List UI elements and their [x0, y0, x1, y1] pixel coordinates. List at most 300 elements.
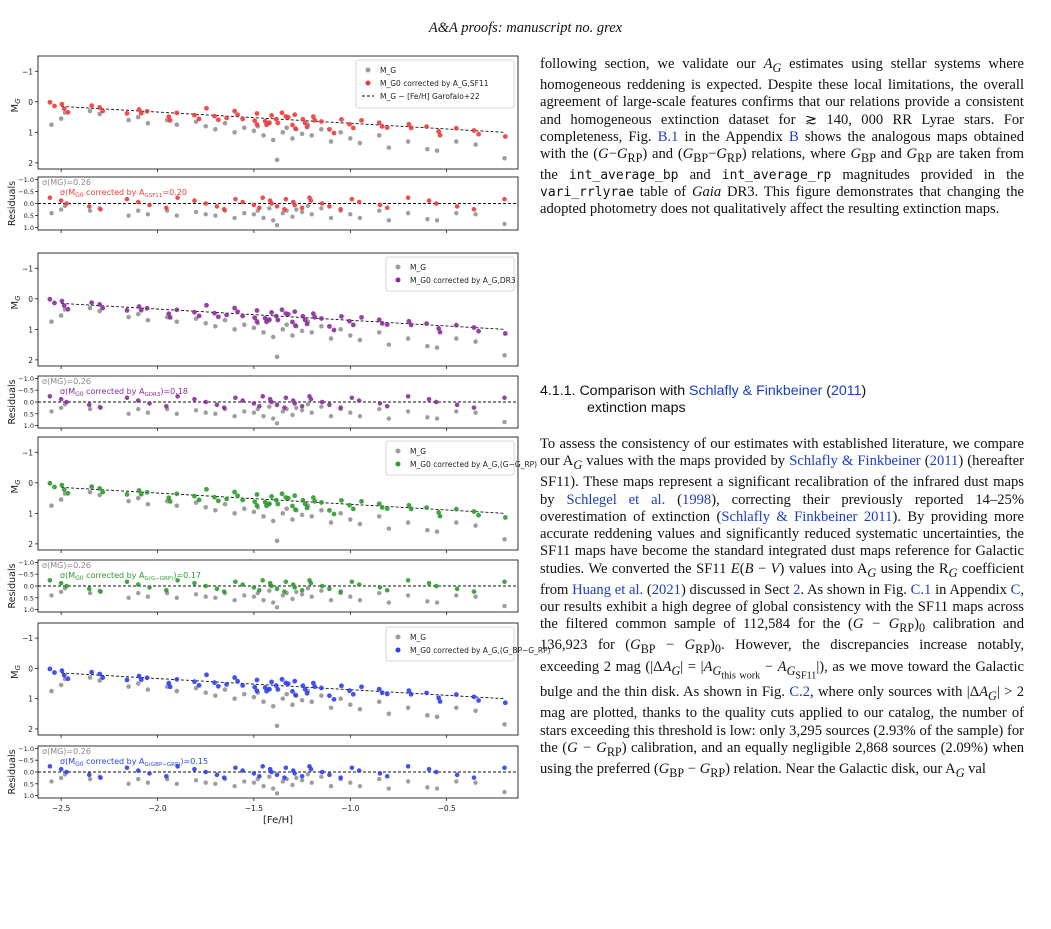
res-ytick-label: −1.0 — [18, 558, 34, 567]
gray-point — [275, 158, 280, 163]
res-ylabel: Residuals — [7, 563, 18, 609]
red-point — [292, 112, 297, 117]
res-purple-point — [59, 397, 64, 402]
res-purple-point — [385, 404, 390, 409]
res-red-point — [300, 206, 305, 211]
res-red-point — [350, 197, 355, 202]
res-blue-point — [147, 771, 152, 776]
legend-label: M_G0 corrected by A_G,DR3 — [410, 276, 516, 285]
blue-point — [385, 692, 390, 697]
red-point — [409, 126, 414, 131]
res-gray-point — [146, 212, 150, 216]
res-blue-point — [338, 775, 343, 780]
res-ytick-label: 0.0 — [23, 582, 34, 591]
gray-point — [300, 513, 305, 518]
green-point — [275, 502, 280, 507]
gray-point — [358, 338, 363, 343]
green-point — [267, 501, 272, 506]
sigma-gray-label: σ(MG)=0.26 — [42, 561, 91, 570]
res-gray-point — [310, 780, 314, 784]
res-red-point — [378, 203, 383, 208]
res-gray-point — [194, 408, 198, 412]
link-appendix-c[interactable]: C — [1010, 581, 1021, 598]
purple-point — [339, 314, 344, 319]
res-ylabel: Residuals — [7, 379, 18, 425]
link-schlafly-2011[interactable]: Schlafly & Finkbeiner 2011 — [721, 508, 893, 525]
blue-point — [275, 687, 280, 692]
red-point — [359, 118, 364, 123]
res-red-point — [292, 203, 297, 208]
purple-point — [327, 324, 332, 329]
mg-ytick-label: 0 — [28, 664, 33, 674]
gray-point — [136, 312, 141, 317]
purple-point — [235, 309, 240, 314]
gray-point — [261, 514, 266, 519]
res-blue-point — [48, 764, 53, 769]
gray-point — [406, 705, 411, 710]
gray-point — [223, 687, 228, 692]
red-point — [62, 106, 67, 111]
purple-point — [216, 314, 221, 319]
res-gray-point — [252, 212, 256, 216]
link-fig-c1[interactable]: C.1 — [910, 581, 932, 598]
res-gray-point — [126, 412, 130, 416]
purple-point — [293, 323, 298, 328]
purple-point — [332, 328, 337, 333]
res-gray-point — [261, 216, 265, 220]
link-fig-c2[interactable]: C.2 — [789, 684, 810, 701]
purple-point — [454, 323, 459, 328]
code-vari-rrlyrae: vari_rrlyrae — [540, 185, 634, 201]
gray-point — [59, 497, 64, 502]
res-green-point — [203, 584, 208, 589]
gray-point — [126, 118, 131, 123]
green-point — [380, 505, 385, 510]
link-huang-year[interactable]: 2021 — [651, 581, 681, 598]
link-appendix-b[interactable]: B — [788, 128, 799, 145]
res-green-point — [284, 579, 289, 584]
gray-point — [473, 142, 478, 147]
res-gray-point — [204, 780, 208, 784]
gray-point — [319, 127, 324, 132]
gray-point — [281, 511, 286, 516]
link-schlegel-year[interactable]: 1998 — [682, 491, 712, 508]
res-red-point — [455, 204, 460, 209]
blue-point — [319, 685, 324, 690]
res-blue-point — [164, 774, 169, 779]
gray-point — [473, 523, 478, 528]
link-schlafly-year[interactable]: 2011 — [929, 453, 959, 470]
gray-point — [232, 696, 237, 701]
res-ytick-label: −0.5 — [18, 756, 34, 765]
res-purple-point — [87, 403, 92, 408]
res-red-point — [338, 207, 343, 212]
red-point — [332, 131, 337, 136]
gray-point — [261, 330, 266, 335]
purple-point — [204, 303, 209, 308]
res-gray-point — [358, 784, 362, 788]
res-gray-point — [275, 421, 279, 425]
link-sf11-year-heading[interactable]: 2011 — [830, 383, 862, 399]
blue-point — [100, 675, 105, 680]
res-purple-point — [64, 400, 69, 405]
link-sect-2[interactable]: 2 — [793, 581, 801, 598]
res-purple-point — [309, 397, 314, 402]
red-point — [52, 104, 57, 109]
gray-point — [252, 326, 257, 331]
res-purple-point — [282, 405, 287, 410]
res-gray-point — [242, 779, 246, 783]
mg-ylabel: $M_G$ — [10, 98, 22, 113]
res-gray-point — [454, 409, 458, 413]
res-red-point — [125, 197, 130, 202]
gray-point — [290, 333, 295, 338]
gray-point — [406, 520, 411, 525]
res-ytick-label: −0.5 — [18, 570, 34, 579]
res-gray-point — [59, 406, 63, 410]
res-gray-point — [454, 211, 458, 215]
res-ytick-label: 0.5 — [23, 780, 34, 789]
res-gray-point — [194, 778, 198, 782]
res-gray-point — [290, 215, 294, 219]
green-point — [192, 494, 197, 499]
gray-point — [242, 125, 247, 130]
green-point — [255, 492, 260, 497]
legend-label: M_G — [410, 263, 427, 272]
blue-point — [212, 680, 217, 685]
gray-point — [271, 519, 276, 524]
sigma-gray-label: σ(MG)=0.26 — [42, 178, 91, 187]
gray-point — [309, 330, 314, 335]
mg-ytick-label: −1 — [21, 634, 33, 644]
res-purple-point — [338, 405, 343, 410]
green-point — [197, 497, 202, 502]
purple-point — [255, 308, 260, 313]
res-green-point — [309, 581, 314, 586]
red-point — [293, 126, 298, 131]
res-red-point — [385, 206, 390, 211]
res-green-point — [192, 581, 197, 586]
res-gray-point — [213, 412, 217, 416]
gray-point — [49, 503, 54, 508]
res-green-point — [48, 578, 53, 583]
res-blue-point — [233, 765, 238, 770]
purple-point — [269, 310, 274, 315]
gray-point — [232, 327, 237, 332]
res-purple-point — [300, 404, 305, 409]
purple-point — [503, 331, 508, 336]
gray-point — [406, 139, 411, 144]
res-gray-point — [387, 600, 391, 604]
green-point — [319, 500, 324, 505]
mg-ytick-label: 2 — [28, 158, 33, 168]
res-blue-point — [260, 764, 265, 769]
gray-point — [377, 514, 382, 519]
res-ytick-label: 0.0 — [23, 768, 34, 777]
res-gray-point — [502, 222, 506, 226]
mg-ylabel: $M_G$ — [10, 479, 22, 494]
xlabel: [Fe/H] — [262, 815, 294, 826]
res-gray-point — [406, 409, 410, 413]
link-fig-b1[interactable]: B.1 — [657, 128, 679, 145]
purple-point — [60, 299, 65, 304]
res-green-point — [64, 584, 69, 589]
mg-ytick-label: 0 — [28, 97, 33, 107]
gray-point — [213, 693, 218, 698]
gray-point — [252, 129, 257, 134]
gray-point — [338, 327, 343, 332]
res-green-point — [472, 589, 477, 594]
res-ylabel: Residuals — [7, 749, 18, 795]
blue-point — [47, 667, 52, 672]
res-blue-point — [406, 764, 411, 769]
res-red-point — [320, 201, 325, 206]
column-right-bottom — [540, 436, 1024, 782]
green-point — [409, 507, 414, 512]
purple-point — [438, 330, 443, 335]
legend-marker — [396, 278, 401, 283]
green-point — [347, 503, 352, 508]
gray-point — [126, 315, 131, 320]
red-point — [327, 127, 332, 132]
res-red-point — [192, 198, 197, 203]
blue-point — [66, 676, 71, 681]
sigma-gray-label: σ(MG)=0.26 — [42, 377, 91, 386]
blue-point — [197, 683, 202, 688]
gray-point — [213, 127, 218, 132]
res-ytick-label: −0.5 — [18, 386, 34, 395]
res-gray-point — [49, 409, 53, 413]
res-blue-point — [269, 770, 274, 775]
xtick-label: −2.5 — [52, 804, 71, 813]
res-green-point — [87, 587, 92, 592]
res-red-point — [48, 195, 53, 200]
res-purple-point — [48, 394, 53, 399]
red-point — [438, 133, 443, 138]
res-green-point — [406, 578, 411, 583]
green-point — [359, 499, 364, 504]
res-gray-point — [126, 596, 130, 600]
res-gray-point — [88, 407, 92, 411]
res-blue-point — [350, 765, 355, 770]
gray-point — [252, 695, 257, 700]
res-gray-point — [358, 598, 362, 602]
res-purple-point — [125, 395, 130, 400]
res-gray-point — [271, 218, 275, 222]
gray-point — [454, 336, 459, 341]
gray-point — [146, 318, 151, 323]
res-purple-point — [275, 403, 280, 408]
legend-marker — [396, 635, 401, 640]
res-ytick-label: 1.0 — [23, 422, 34, 431]
gray-point — [358, 141, 363, 146]
res-red-point — [357, 200, 362, 205]
res-red-point — [240, 200, 245, 205]
res-gray-point — [59, 207, 63, 211]
blue-point — [224, 682, 229, 687]
gray-point — [329, 139, 334, 144]
sigma-color-label: $\sigma(M_{G0}$ corrected by $A_{G(G-GRP)})=0.17$ — [60, 571, 201, 582]
gray-point — [203, 505, 208, 510]
res-gray-point — [348, 594, 352, 598]
res-gray-point — [294, 776, 298, 780]
res-green-point — [125, 579, 130, 584]
green-point — [312, 499, 317, 504]
res-purple-point — [269, 400, 274, 405]
res-ytick-label: 1.0 — [23, 792, 34, 801]
res-blue-point — [59, 767, 64, 772]
legend-label: M_G — [410, 447, 427, 456]
gray-point — [223, 121, 228, 126]
res-blue-point — [136, 768, 141, 773]
legend-label: M_G0 corrected by A_G,(G_BP−G_RP) — [410, 646, 551, 655]
res-gray-point — [387, 218, 391, 222]
gray-point — [174, 319, 179, 324]
red-point — [280, 110, 285, 115]
res-green-point — [240, 582, 245, 587]
red-point — [424, 124, 429, 129]
blue-point — [503, 700, 508, 705]
gray-point — [281, 327, 286, 332]
res-gray-point — [425, 599, 429, 603]
green-point — [255, 503, 260, 508]
gray-point — [174, 122, 179, 127]
res-gray-point — [126, 782, 130, 786]
gray-point — [387, 712, 392, 717]
purple-point — [305, 322, 310, 327]
gray-point — [435, 148, 440, 153]
gray-point — [146, 687, 151, 692]
gray-point — [126, 499, 131, 504]
paragraph-sf11-comparison: To assess the consistency of our estimates with established literature, we compare our $A_G$ values with the maps provided by Schlafly & Finkbeiner (2011) (hereafter SF11). These maps represent a significant recalibration of the infrared dust maps by Schlegel et al. (1998), correcting their previously reported 14–25% overestimation of extinction (Schlafly & Finkbeiner 2011). By providing more accurate reddening values and significantly reduced systematic uncertainties, the SF11 maps have become the standard integrated dust maps reference for Galactic studies. We converted the SF11 E(B − V) values into $A_G$ using the $R_G$ coefficient from Huang et al. (2021) discussed in Sect 2. As shown in Fig. C.1 in Appendix C, our results exhibit a high degree of global consistency with the SF11 maps across the filtered common sample of 112,584 for the $(G - G_{RP})_0$ calibration and 136,923 for $(G_{BP} - G_{RP})_0$. However, the discrepancies increase notably, exceeding 2 mag $(|\Delta A_G| = |A_{G_{this work}} - A_{G_{SF11}}|)$, as we move toward the Galactic bulge and the thin disk. As shown in Fig. C.2, where only sources with $|\Delta A_G| > 2$ mag are plotted, thanks to the quality cuts applied to our catalog, the number of stars exceeding this threshold is low: only 3,295 sources (2.93% of the sample) for the $(G - G_{RP})$ calibration, and an equally negligible 2,868 sources (2.09%) when using the preferred $(G_{BP} - G_{RP})$ relation. Near the Galactic disk, our $A_G$ val — [540, 436, 1025, 780]
res-gray-point — [146, 594, 150, 598]
gray-point — [290, 702, 295, 707]
res-gray-point — [271, 786, 275, 790]
red-point — [347, 122, 352, 127]
red-point — [476, 132, 481, 137]
res-red-point — [327, 204, 332, 209]
res-gray-point — [275, 791, 279, 795]
gray-point — [502, 722, 507, 727]
res-gray-point — [306, 204, 310, 208]
gray-point — [232, 511, 237, 516]
res-gray-point — [310, 212, 314, 216]
res-green-point — [269, 584, 274, 589]
res-gray-point — [136, 777, 140, 781]
purple-point — [168, 315, 173, 320]
res-purple-point — [222, 405, 227, 410]
blue-point — [380, 690, 385, 695]
res-gray-point — [502, 420, 506, 424]
res-red-point — [147, 203, 152, 208]
green-point — [62, 487, 67, 492]
res-blue-point — [192, 767, 197, 772]
link-sf11-heading[interactable]: Schlafly & Finkbeiner — [689, 383, 823, 399]
green-point — [216, 498, 221, 503]
res-gray-point — [377, 591, 381, 595]
legend-marker — [396, 648, 401, 653]
column-right-top — [540, 56, 1024, 219]
res-gray-point — [275, 605, 279, 609]
green-point — [454, 507, 459, 512]
gray-point — [473, 339, 478, 344]
blue-point — [454, 692, 459, 697]
res-red-point — [222, 207, 227, 212]
res-gray-point — [136, 591, 140, 595]
res-green-point — [357, 582, 362, 587]
gray-point — [271, 704, 276, 709]
purple-point — [380, 321, 385, 326]
link-schlegel[interactable]: Schlegel et al. — [566, 491, 666, 508]
res-gray-point — [310, 594, 314, 598]
res-green-point — [164, 588, 169, 593]
res-purple-point — [136, 398, 141, 403]
gray-point — [284, 322, 289, 327]
res-gray-point — [261, 598, 265, 602]
gray-point — [232, 130, 237, 135]
res-purple-point — [98, 405, 103, 410]
res-red-point — [275, 204, 280, 209]
res-gray-point — [319, 405, 323, 409]
res-gray-point — [406, 779, 410, 783]
res-blue-point — [125, 765, 130, 770]
red-point — [339, 117, 344, 122]
res-gray-point — [275, 223, 279, 227]
purple-point — [351, 323, 356, 328]
res-blue-point — [203, 770, 208, 775]
red-point — [174, 110, 179, 115]
purple-point — [292, 309, 297, 314]
purple-point — [52, 301, 57, 306]
gray-point — [223, 502, 228, 507]
link-huang[interactable]: Huang et al. — [572, 581, 644, 598]
res-red-point — [233, 197, 238, 202]
legend-label: M_G0 corrected by A_G,(G−G_RP) — [410, 460, 538, 469]
gray-point — [290, 136, 295, 141]
red-point — [240, 117, 245, 122]
res-gray-point — [252, 410, 256, 414]
gray-point — [271, 335, 276, 340]
red-point — [192, 113, 197, 118]
res-red-point — [284, 197, 289, 202]
res-green-point — [252, 585, 257, 590]
purple-point — [174, 307, 179, 312]
res-gray-point — [290, 413, 294, 417]
blue-point — [204, 672, 209, 677]
res-ylabel: Residuals — [7, 180, 18, 227]
res-blue-point — [378, 771, 383, 776]
purple-point — [476, 329, 481, 334]
purple-point — [312, 315, 317, 320]
res-purple-point — [233, 395, 238, 400]
res-gray-point — [194, 592, 198, 596]
res-gray-point — [473, 594, 477, 598]
res-gray-point — [348, 410, 352, 414]
blue-point — [125, 677, 130, 682]
res-blue-point — [327, 773, 332, 778]
xtick-label: −0.5 — [437, 804, 456, 813]
res-blue-point — [385, 774, 390, 779]
link-schlafly[interactable]: Schlafly & Finkbeiner — [789, 453, 921, 470]
gray-point — [348, 136, 353, 141]
res-gray-point — [290, 597, 294, 601]
res-gray-point — [242, 409, 246, 413]
res-gray-point — [435, 786, 439, 790]
green-point — [204, 487, 209, 492]
green-point — [125, 492, 130, 497]
res-green-point — [136, 582, 141, 587]
gray-point — [348, 517, 353, 522]
